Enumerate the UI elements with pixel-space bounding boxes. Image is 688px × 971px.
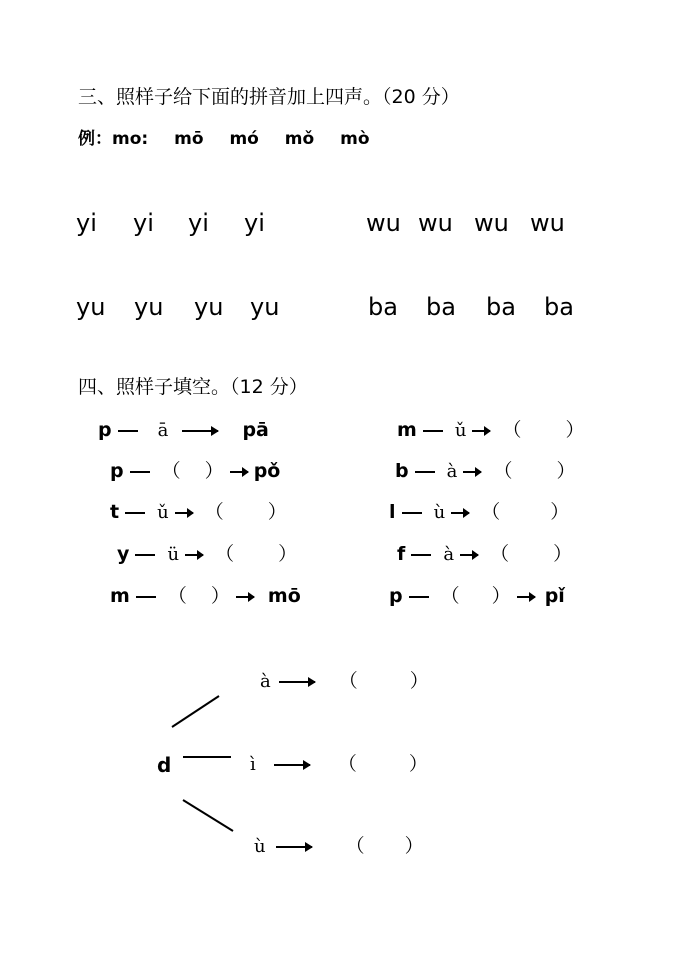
close-paren: ） <box>404 835 424 857</box>
close-paren: ） <box>553 543 573 565</box>
pinyin-blank[interactable]: wu <box>366 209 401 237</box>
pinyin-blank[interactable]: wu <box>530 209 565 237</box>
final: ù <box>254 836 266 857</box>
pinyin-blank[interactable]: yu <box>250 293 280 321</box>
open-paren: （ <box>167 585 187 607</box>
pinyin-blank[interactable]: yi <box>133 209 154 237</box>
arrow-icon <box>279 681 315 683</box>
open-paren: （ <box>338 670 358 692</box>
close-paren: ） <box>491 585 511 607</box>
pinyin-blank[interactable]: ba <box>544 293 574 321</box>
initial: y <box>117 543 130 565</box>
result: pǐ <box>544 585 565 607</box>
close-paren: ） <box>204 460 224 482</box>
initial: p <box>389 585 403 607</box>
final: ǔ <box>157 502 169 523</box>
pinyin-blank[interactable]: yu <box>134 293 164 321</box>
pinyin-blank[interactable]: ba <box>486 293 516 321</box>
final: ā <box>157 420 169 441</box>
initial: m <box>397 419 417 441</box>
final: ù <box>433 502 446 523</box>
pinyin-blank[interactable]: wu <box>418 209 453 237</box>
example-item: mó <box>229 129 259 149</box>
example-label: 例：mo: <box>78 129 149 149</box>
initial: l <box>389 501 396 523</box>
pinyin-blank[interactable]: ba <box>426 293 456 321</box>
section3-heading: 三、照样子给下面的拼音加上四声。（20 分） <box>78 86 460 108</box>
tree-root: d <box>157 753 172 777</box>
pinyin-blank[interactable]: yu <box>194 293 224 321</box>
example-item: mò <box>340 129 370 149</box>
example-item: mō <box>174 129 204 149</box>
close-paren: ） <box>267 501 287 523</box>
pinyin-blank[interactable]: yu <box>76 293 106 321</box>
open-paren: （ <box>502 419 522 441</box>
pinyin-blank[interactable]: ba <box>368 293 398 321</box>
open-paren: （ <box>345 835 365 857</box>
result: pā <box>242 419 269 441</box>
final: à <box>443 544 455 565</box>
initial: p <box>98 419 112 441</box>
close-paren: ） <box>409 670 429 692</box>
tree-branch <box>260 672 429 691</box>
initial: b <box>395 460 409 482</box>
pinyin-blank[interactable]: yi <box>188 209 209 237</box>
result: mō <box>267 585 301 607</box>
branch-line <box>183 800 233 831</box>
open-paren: （ <box>481 501 501 523</box>
final: ü <box>167 544 180 565</box>
close-paren: ） <box>556 460 576 482</box>
open-paren: （ <box>215 543 235 565</box>
open-paren: （ <box>204 501 224 523</box>
initial: t <box>110 501 120 523</box>
initial: p <box>110 460 124 482</box>
arrow-icon <box>276 846 312 848</box>
open-paren: （ <box>493 460 513 482</box>
open-paren: （ <box>161 460 181 482</box>
close-paren: ） <box>565 419 585 441</box>
example-item: mǒ <box>284 129 315 149</box>
open-paren: （ <box>337 753 357 775</box>
final: ǔ <box>454 420 467 441</box>
final: à <box>260 671 271 692</box>
pinyin-blank[interactable]: yi <box>76 209 97 237</box>
final: à <box>446 461 458 482</box>
pinyin-blank[interactable]: wu <box>474 209 509 237</box>
close-paren: ） <box>210 585 230 607</box>
branch-line <box>172 696 219 727</box>
arrow-icon <box>274 764 310 766</box>
tree-branch <box>250 755 428 774</box>
result: pǒ <box>253 460 281 482</box>
initial: f <box>397 543 406 565</box>
open-paren: （ <box>440 585 460 607</box>
close-paren: ） <box>550 501 570 523</box>
final: ì <box>250 754 256 775</box>
tree-branch <box>254 837 424 856</box>
close-paren: ） <box>408 753 428 775</box>
initial: m <box>110 585 130 607</box>
section4-heading: 四、照样子填空。（12 分） <box>78 376 308 398</box>
close-paren: ） <box>278 543 298 565</box>
open-paren: （ <box>490 543 510 565</box>
pinyin-blank[interactable]: yi <box>244 209 265 237</box>
